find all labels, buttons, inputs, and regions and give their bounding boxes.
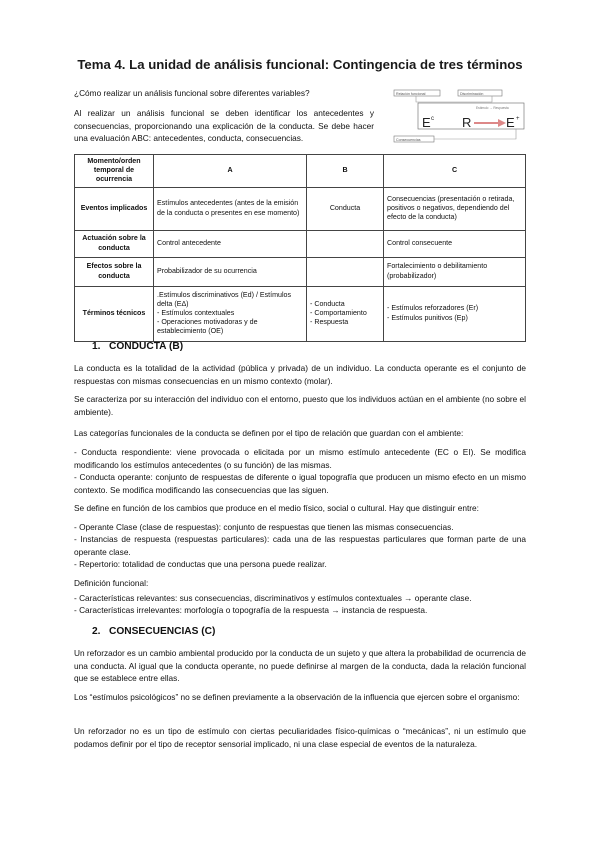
section-heading-consecuencias (92, 626, 215, 637)
paragraph: Las categorías funcionales de la conducta se definen por el tipo de relación que guardan con el ambiente: (74, 428, 464, 438)
diagram-small-label: Estímulo → Respuesta (476, 106, 509, 110)
table-cell: Conducta (307, 187, 384, 230)
section-number: 1. (92, 341, 101, 352)
intro-question: ¿Cómo realizar un análisis funcional sobre diferentes variables? (74, 88, 310, 98)
section-number: 2. (92, 626, 101, 637)
intro-paragraph: Al realizar un análisis funcional se deben identificar los antecedentes y consecuencias, proporcionando una explicación de la conducta. Se debe hacer una evaluación ABC: antecedentes, conducta, consecuencias. (74, 108, 374, 143)
list-item: - Características relevantes: sus consecuencias, discriminativos y estímulos contextuales → operante clase. (74, 593, 472, 603)
table-header-row (75, 155, 526, 188)
paragraph: Definición funcional: (74, 578, 149, 588)
table-row (75, 286, 526, 341)
list-item: - Instancias de respuesta (respuestas particulares): cada una de las respuestas particulares que forman parte de una operante clase. (74, 534, 526, 557)
diagram-node-e2: E (506, 115, 515, 130)
diagram-top-right-label: Discriminación (460, 92, 484, 96)
section-heading-conducta (92, 341, 183, 352)
table-cell (307, 257, 384, 286)
table-cell: Estímulos antecedentes (antes de la emisión de la conducta o presentes en ese momento) (154, 187, 307, 230)
table-cell (307, 230, 384, 257)
list-item: - Características irrelevantes: morfología o topografía de la respuesta → instancia de respuesta. (74, 605, 428, 615)
table-row (75, 257, 526, 286)
section-title: CONDUCTA (B) (109, 341, 184, 352)
diagram-node-e1: E (422, 115, 431, 130)
paragraph: Los “estímulos psicológicos” no se definen previamente a la observación de la influencia que ejercen sobre el organismo: (74, 692, 520, 702)
section-title: CONSECUENCIAS (C) (109, 626, 216, 637)
table-cell: - Estímulos reforzadores (Er) - Estímulos punitivos (Ep) (384, 286, 526, 341)
table-row-label: Actuación sobre la conducta (75, 230, 154, 257)
table-row (75, 230, 526, 257)
diagram-node-e1-sup: c (431, 116, 434, 122)
paragraph: Un reforzador es un cambio ambiental producido por la conducta de un sujeto y que altera la probabilidad de ocurrencia de una conducta. Al igual que la conducta operante, no puede definirse al margen de la conducta, dada la relación funcional que se establece entre ellas. (74, 648, 527, 683)
list-item: - Operante Clase (clase de respuestas): conjunto de respuestas que tienen las mismas consecuencias. (74, 522, 454, 532)
diagram-arrowhead (498, 119, 506, 127)
table-cell: Control consecuente (384, 230, 526, 257)
abc-table (74, 154, 526, 342)
diagram-node-r: R (462, 115, 472, 130)
table-row-label: Efectos sobre la conducta (75, 257, 154, 286)
abc-diagram (392, 88, 528, 146)
diagram-bottom-connector (434, 129, 516, 139)
table-header-cell: Momento/orden temporal de ocurrencia (75, 155, 154, 188)
diagram-bottom-label: Consecuencias (396, 138, 421, 142)
paragraph: Se define en función de los cambios que produce en el medio físico, social o cultural. Hay que distinguir entre: (74, 503, 479, 513)
diagram-top-connector (416, 96, 492, 102)
list-item: - Conducta respondiente: viene provocada o elicitada por un mismo estímulo antecedente (EC o EI). Se modifica modificando los estímulos antecedentes (o su función) de las mismas. (74, 447, 526, 470)
table-cell: - Conducta - Comportamiento - Respuesta (307, 286, 384, 341)
table-cell: Control antecedente (154, 230, 307, 257)
table-header-cell: C (384, 155, 526, 188)
table-cell: Fortalecimiento o debilitamiento (probabilizador) (384, 257, 526, 286)
diagram-top-left-label: Relación funcional (396, 92, 426, 96)
list-item: - Conducta operante: conjunto de respuestas de diferente o igual topografía que producen un mismo efecto en un mismo contexto. Se modifica modificando las consecuencias que las siguen. (74, 472, 526, 495)
table-cell: Probabilizador de su ocurrencia (154, 257, 307, 286)
page-title: Tema 4. La unidad de análisis funcional: Contingencia de tres términos (77, 57, 523, 72)
table-header-cell: A (154, 155, 307, 188)
table-cell: Consecuencias (presentación o retirada, positivos o negativos, dependiendo del efecto de la conducta) (384, 187, 526, 230)
table-cell: .Estímulos discriminativos (Ed) / Estímulos delta (EΔ) - Estímulos contextuales - Operaciones motivadoras y de establecimiento (OE) (154, 286, 307, 341)
paragraph: Se caracteriza por su interacción del individuo con el entorno, puesto que los individuos actúan en el ambiente (no sobre el ambiente). (74, 394, 526, 417)
paragraph: La conducta es la totalidad de la actividad (pública y privada) de un individuo. La conducta operante es el conjunto de respuestas con mismas consecuencias en un mismo contexto (molar). (74, 363, 526, 386)
table-row-label: Eventos implicados (75, 187, 154, 230)
table-header-cell: B (307, 155, 384, 188)
table-row-label: Términos técnicos (75, 286, 154, 341)
list-item: - Repertorio: totalidad de conductas que una persona puede realizar. (74, 559, 327, 569)
table-row (75, 187, 526, 230)
diagram-node-e2-sup: + (516, 116, 520, 122)
paragraph: Un reforzador no es un tipo de estímulo con ciertas peculiaridades físico-químicas o “mecánicas”, ni un estímulo que podamos definir por el tipo de receptor sensorial implicado, ni una clase especial de eventos de la naturaleza. (74, 726, 526, 749)
